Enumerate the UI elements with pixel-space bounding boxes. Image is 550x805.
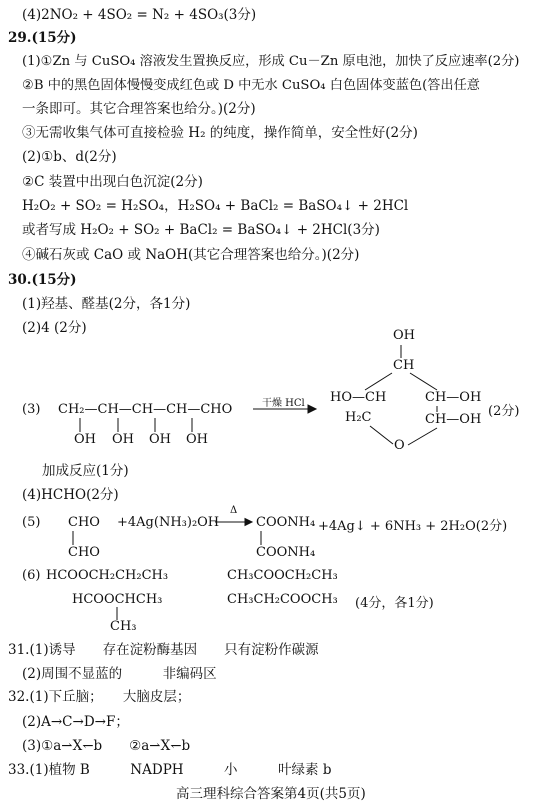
chem3-reagent: 干燥 HCl xyxy=(262,398,305,409)
answer-30-3-type: 加成反应(1分) xyxy=(42,463,129,479)
chem5-cho-1: CHO xyxy=(68,515,100,530)
answer-32-1: 32.(1)下丘脑； 大脑皮层； xyxy=(8,689,191,705)
chem3-oh-4: OH xyxy=(186,432,208,447)
chem6-isomer-b: CH₃COOCH₂CH₃ xyxy=(227,568,338,583)
answer-29-4-equation: (4)2NO₂ + 4SO₂ = N₂ + 4SO₃(3分) xyxy=(22,7,257,23)
question-29-header: 29.(15分) xyxy=(8,30,77,46)
answer-29-2-1: (2)①b、d(2分) xyxy=(22,149,117,165)
answer-29-1-2: ②B 中的黑色固体慢慢变成红色或 D 中无水 CuSO₄ 白色固体变蓝色(答出任意 xyxy=(22,78,480,93)
chem5-label: (5) xyxy=(22,515,41,530)
ring-oh-top: OH xyxy=(393,328,415,343)
chem5-cho-2: CHO xyxy=(68,545,100,560)
chem3-oh-1: OH xyxy=(74,432,96,447)
answer-33-1: 33.(1)植物 B NADPH 小 叶绿素 b xyxy=(8,762,332,778)
answer-30-1: (1)羟基、醛基(2分，各1分) xyxy=(22,296,191,312)
chem3-oh-3: OH xyxy=(149,432,171,447)
page-footer: 高三理科综合答案第4页(共5页) xyxy=(176,786,366,802)
ring-ch-right2: CH—OH xyxy=(425,412,482,427)
ring-h2c: H₂C xyxy=(345,410,372,425)
chem3-chain: CH₂—CH—CH—CH—CHO xyxy=(58,402,233,417)
answer-30-4: (4)HCHO(2分) xyxy=(22,487,119,503)
chem5-rest: +4Ag↓ + 6NH₃ + 2H₂O(2分) xyxy=(318,519,508,534)
chem5-reagent: +4Ag(NH₃)₂OH xyxy=(117,515,220,530)
ring-ho-left: HO—CH xyxy=(330,390,387,405)
chem5-product-2: COONH₄ xyxy=(256,545,316,560)
chem6-isomer-a: HCOOCH₂CH₂CH₃ xyxy=(46,568,169,583)
answer-29-1-1: (1)①Zn 与 CuSO₄ 溶液发生置换反应，形成 Cu－Zn 原电池，加快了反应速率(2分) xyxy=(22,54,520,69)
answer-32-3: (3)①a⇀X↽b ②a⇀X↽b xyxy=(22,738,191,754)
answer-32-2: (2)A→C→D→F； xyxy=(22,714,129,730)
answer-29-equation-1: H₂O₂ + SO₂ = H₂SO₄，H₂SO₄ + BaCl₂ = BaSO₄↓ + 2HCl xyxy=(22,198,409,214)
answer-30-2: (2)4 (2分) xyxy=(22,320,87,336)
ring-o: O xyxy=(394,438,405,453)
answer-29-equation-2: 或者写成 H₂O₂ + SO₂ + BaCl₂ = BaSO₄↓ + 2HCl(3分) xyxy=(22,222,380,238)
answer-31-2: (2)周围不显蓝的 非编码区 xyxy=(22,666,217,682)
question-30-header: 30.(15分) xyxy=(8,272,77,288)
chem5-delta: Δ xyxy=(230,505,238,516)
ring-ch-top: CH xyxy=(393,358,415,373)
answer-29-2-4: ④碱石灰或 CaO 或 NaOH(其它合理答案也给分。)(2分) xyxy=(22,247,360,263)
chem3-label: (3) xyxy=(22,402,41,417)
chem6-isomer-c: HCOOCHCH₃ xyxy=(72,592,163,607)
chem6-isomer-d: CH₃CH₂COOCH₃ xyxy=(227,592,338,607)
chem6-score: (4分，各1分) xyxy=(355,596,434,611)
answer-29-1-2-cont: 一条即可。其它合理答案也给分。)(2分) xyxy=(22,101,256,117)
answer-31-1: 31.(1)诱导 存在淀粉酶基因 只有淀粉作碳源 xyxy=(8,642,319,658)
answer-29-2-2: ②C 装置中出现白色沉淀(2分) xyxy=(22,174,203,190)
chem6-label: (6) xyxy=(22,568,41,583)
ring-ch-right: CH—OH xyxy=(425,390,482,405)
chem6-methyl: CH₃ xyxy=(110,619,137,634)
answer-29-1-3: ③无需收集气体可直接检验 H₂ 的纯度，操作简单，安全性好(2分) xyxy=(22,125,418,141)
chem3-score: (2分) xyxy=(488,404,520,419)
chem3-oh-2: OH xyxy=(112,432,134,447)
chem5-product-1: COONH₄ xyxy=(256,515,316,530)
